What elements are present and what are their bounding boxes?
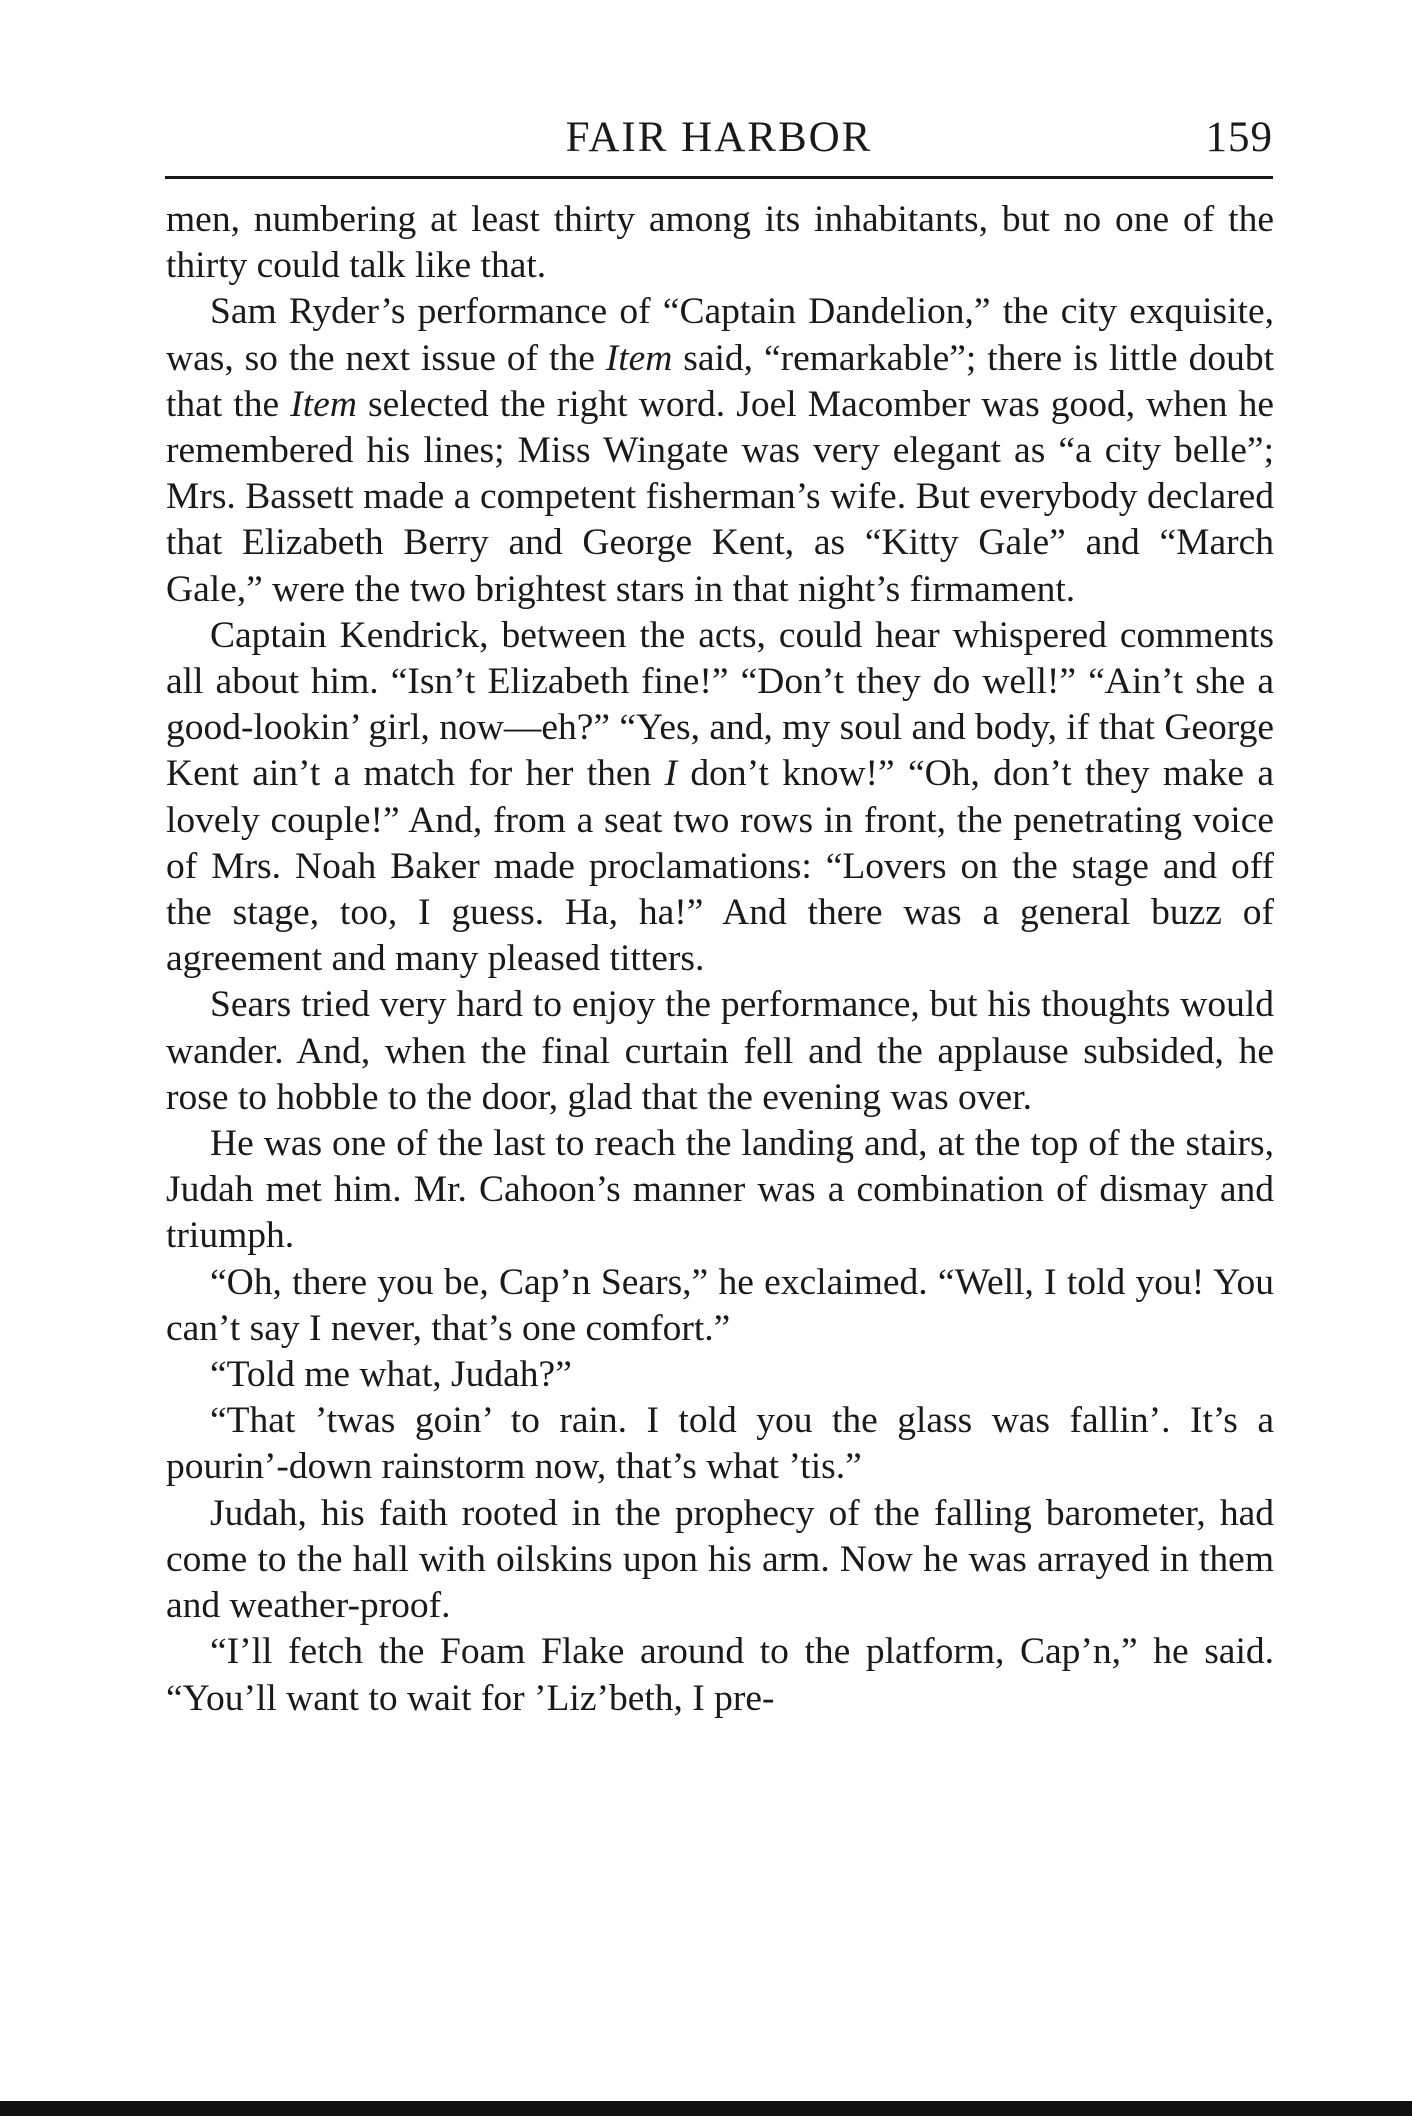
text-run: “I’ll fetch the Foam Flake around to the platform, Cap’n,” he said. “You’ll want to wait for ’Liz’beth, I pre- <box>166 1631 1274 1719</box>
text-run: don’t know!” “Oh, don’t they make a lovely couple!” And, from a seat two rows in front, the penetrating voice of Mrs. Noah Baker made proclamations: “Lovers on the stage and off the stage, too, I guess. Ha, ha!” And there was a general buzz of agreement and many pleased titters. <box>166 753 1274 980</box>
paragraph <box>166 1629 1274 1721</box>
paragraph <box>166 1491 1274 1630</box>
paragraph <box>166 982 1274 1121</box>
body-text <box>166 197 1274 1722</box>
italic-text: Item <box>605 337 673 379</box>
running-head <box>165 110 1273 174</box>
text-run: Judah, his faith rooted in the prophecy of the falling barometer, had come to the hall with oilskins upon his arm. Now he was arrayed in them and weather-proof. <box>166 1492 1274 1627</box>
text-run: Sam Ryder’s performance of “Captain Dandelion,” the city exquisite, was, so the next issue of the <box>166 291 1274 379</box>
paragraph <box>166 613 1274 983</box>
italic-text: Item <box>290 383 357 425</box>
paragraph <box>166 1352 1274 1398</box>
paragraph <box>166 197 1274 289</box>
text-run: “Told me what, Judah?” <box>210 1354 572 1396</box>
running-title: FAIR HARBOR <box>565 114 873 161</box>
text-run: “That ’twas goin’ to rain. I told you the glass was fallin’. It’s a pourin’-down rainstorm now, that’s what ’tis.” <box>166 1400 1274 1488</box>
page-number: 159 <box>1205 114 1273 161</box>
paragraph <box>166 1398 1274 1490</box>
paragraph <box>166 289 1274 612</box>
header-rule <box>165 176 1273 179</box>
text-run: He was one of the last to reach the landing and, at the top of the stairs, Judah met him. Mr. Cahoon’s manner was a combination of dismay and triumph. <box>166 1123 1274 1257</box>
text-run: selected the right word. Joel Macomber was good, when he remembered his lines; Miss Wingate was very elegant as “a city belle”; Mrs. Bassett made a competent fisherman’s wife. But everybody declared that Elizabeth Berry and George Kent, as “Kitty Gale” and “March Gale,” were the two brightest stars in that night’s firmament. <box>166 383 1274 610</box>
bottom-edge-bar <box>0 2101 1412 2116</box>
text-run: Captain Kendrick, between the acts, could hear whispered comments all about him. “Isn’t Elizabeth fine!” “Don’t they do well!” “Ain’t she a good-lookin’ girl, now—eh?” “Yes, and, my soul and body, if that George Kent ain’t a match for her then <box>166 614 1274 795</box>
text-run: men, numbering at least thirty among its inhabitants, but no one of the thirty could talk like that. <box>166 199 1274 287</box>
italic-text: I <box>664 753 678 795</box>
paragraph <box>166 1121 1274 1260</box>
paragraph <box>166 1260 1274 1352</box>
text-run: said, “remarkable”; there is little doubt that the <box>166 337 1274 425</box>
text-run: Sears tried very hard to enjoy the performance, but his thoughts would wander. And, when the final curtain fell and the applause subsided, he rose to hobble to the door, glad that the evening was over. <box>166 984 1274 1118</box>
text-run: “Oh, there you be, Cap’n Sears,” he exclaimed. “Well, I told you! You can’t say I never, that’s one comfort.” <box>166 1261 1274 1349</box>
